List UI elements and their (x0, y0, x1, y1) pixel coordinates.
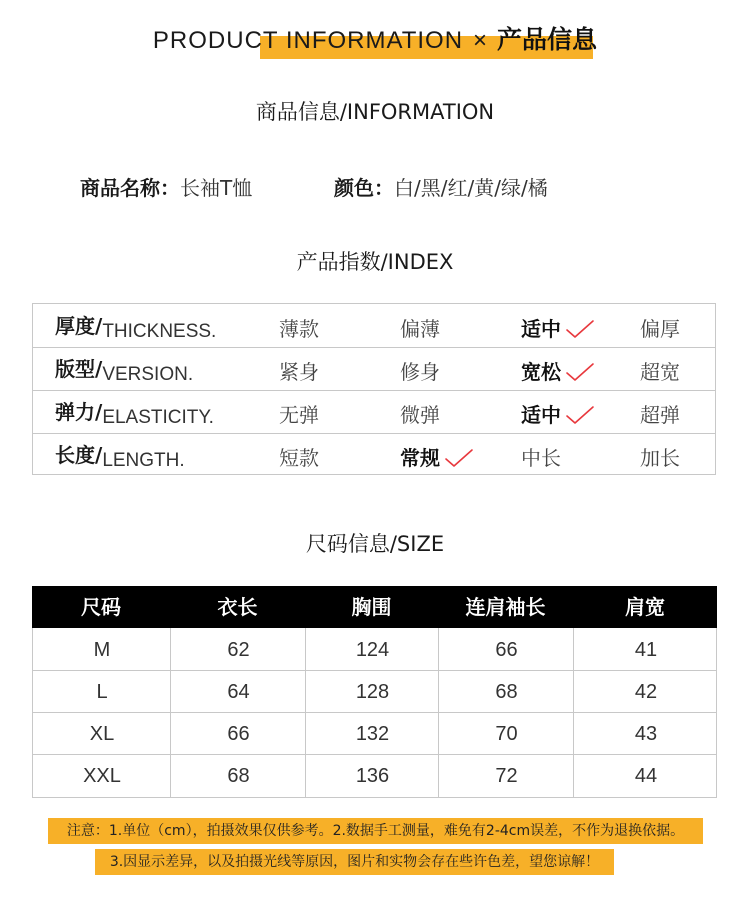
size-cell: 132 (355, 723, 390, 745)
info-section-title: 商品信息/INFORMATION (255, 100, 495, 124)
index-row-label (55, 353, 194, 385)
size-row (33, 754, 716, 796)
index-option-selected (400, 442, 474, 471)
index-table (32, 303, 716, 475)
index-option (279, 442, 319, 471)
size-cell: L (96, 681, 108, 703)
index-row-label-cn: 厚度/ (55, 314, 103, 338)
index-option (279, 313, 319, 342)
size-cell: 136 (355, 765, 390, 787)
index-option-label: 适中 (521, 317, 561, 341)
size-row (33, 670, 716, 713)
size-column-header: 肩宽 (625, 595, 665, 619)
index-row-label-cn: 弹力/ (55, 400, 103, 424)
index-row-label-en: VERSION. (102, 364, 194, 385)
index-option (400, 356, 440, 385)
size-cell: M (93, 639, 111, 661)
index-option-label: 偏薄 (400, 317, 440, 341)
note-line-2: 3.因显示差异，以及拍摄光线等原因，图片和实物会存在些许色差，望您谅解！ (95, 849, 614, 875)
index-row-label (55, 310, 217, 342)
header-title (0, 20, 750, 56)
index-row-label (55, 439, 185, 471)
index-option-label: 加长 (640, 446, 680, 470)
index-row (33, 433, 715, 476)
header-title-cn: 产品信息 (497, 25, 598, 54)
index-option-label: 中长 (521, 446, 561, 470)
index-option-selected (521, 399, 595, 428)
index-option (640, 313, 680, 342)
index-option-label: 偏厚 (640, 317, 680, 341)
size-cell: 68 (495, 681, 518, 703)
index-row-label (55, 396, 214, 428)
index-option-label: 宽松 (521, 360, 561, 384)
size-cell: 66 (227, 723, 250, 745)
size-column-header: 尺码 (81, 595, 121, 619)
index-row (33, 347, 715, 391)
index-option (279, 356, 319, 385)
size-column-header: 衣长 (217, 595, 258, 619)
size-cell: 66 (495, 639, 518, 661)
index-row (33, 304, 715, 348)
size-cell: 70 (495, 723, 518, 745)
index-section-title: 产品指数/INDEX (296, 250, 454, 274)
size-column-header: 胸围 (351, 595, 392, 619)
size-row (33, 712, 716, 755)
size-cell: 43 (634, 723, 658, 745)
index-row (33, 390, 715, 434)
product-name-value: 长袖T恤 (180, 176, 253, 200)
product-name (80, 172, 252, 201)
size-cell: XXL (83, 765, 121, 787)
index-option (521, 442, 561, 471)
size-table-header (32, 586, 717, 628)
size-cell: 72 (495, 765, 518, 787)
index-option-label: 超弹 (640, 403, 680, 427)
index-option-label: 适中 (521, 403, 561, 427)
checkmark-icon (565, 361, 595, 383)
size-column-header: 连肩袖长 (465, 595, 546, 619)
size-cell: XL (89, 723, 115, 745)
size-cell: 64 (227, 681, 250, 703)
index-option-selected (521, 356, 595, 385)
header-title-en: PRODUCT INFORMATION (152, 27, 464, 54)
size-cell: 128 (355, 681, 390, 703)
size-cell: 41 (634, 639, 658, 661)
size-cell: 42 (634, 681, 658, 703)
index-row-label-en: LENGTH. (102, 450, 185, 471)
size-cell: 68 (227, 765, 250, 787)
index-row-label-cn: 版型/ (55, 357, 103, 381)
size-cell: 124 (355, 639, 390, 661)
product-color (334, 172, 548, 201)
index-option (400, 313, 440, 342)
index-row-label-en: ELASTICITY. (102, 407, 214, 428)
index-option-label: 紧身 (279, 360, 319, 384)
index-row-label-en: THICKNESS. (102, 321, 217, 342)
checkmark-icon (565, 318, 595, 340)
index-option-selected (521, 313, 595, 342)
product-color-label: 颜色： (334, 176, 394, 200)
index-option (640, 356, 680, 385)
size-table-body (32, 628, 717, 798)
size-section-title: 尺码信息/SIZE (305, 532, 445, 556)
index-option (640, 399, 680, 428)
note-line-1: 注意：1.单位（cm），拍摄效果仅供参考。2.数据手工测量，难免有2-4cm误差，不作为退换依据。 (48, 818, 703, 844)
index-option-label: 薄款 (279, 317, 319, 341)
size-cell: 62 (227, 639, 250, 661)
index-option-label: 短款 (279, 446, 319, 470)
product-color-value: 白/黑/红/黄/绿/橘 (394, 176, 548, 200)
index-option-label: 修身 (400, 360, 440, 384)
size-row (33, 628, 716, 671)
index-option (640, 442, 680, 471)
index-row-label-cn: 长度/ (55, 443, 103, 467)
checkmark-icon (444, 447, 474, 469)
size-cell: 44 (634, 765, 658, 787)
header-separator: × (473, 27, 488, 54)
index-option (400, 399, 440, 428)
index-option-label: 常规 (400, 446, 440, 470)
checkmark-icon (565, 404, 595, 426)
index-option (279, 399, 319, 428)
index-option-label: 无弹 (279, 403, 319, 427)
product-name-label: 商品名称： (80, 176, 180, 200)
index-option-label: 微弹 (400, 403, 440, 427)
index-option-label: 超宽 (640, 360, 680, 384)
